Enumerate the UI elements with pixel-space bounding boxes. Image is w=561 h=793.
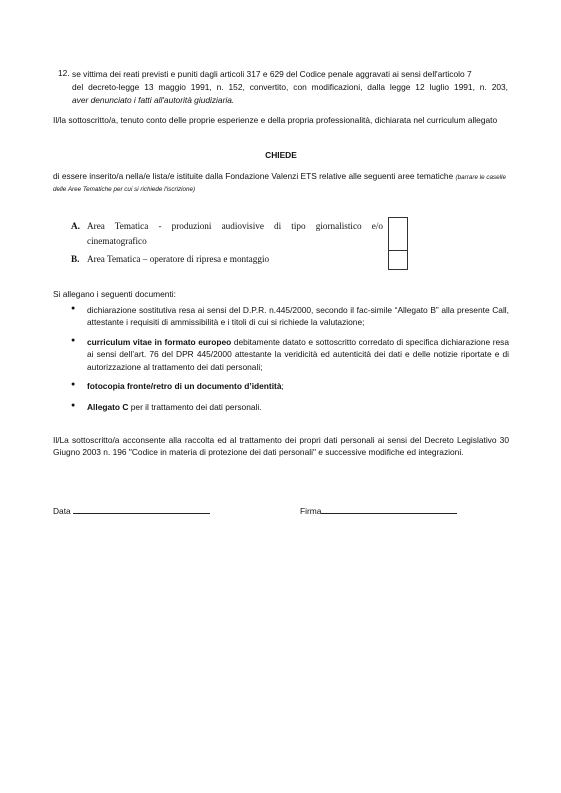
- attachment-3-bold: fotocopia fronte/retro di un documento d’identità: [87, 381, 282, 391]
- attachment-item-1: [87, 304, 509, 329]
- item-12-line-2: del decreto-legge 13 maggio 1991, n. 152, convertito, con modificazioni, dalla legge 12 luglio 1991, n. 203,: [72, 82, 508, 92]
- area-b-letter: B.: [71, 254, 80, 264]
- request-note: (barrare le caselle delle Aree Tematiche per cui si richiede l'iscrizione): [53, 174, 506, 193]
- area-a-checkbox[interactable]: [388, 217, 408, 252]
- date-label: Data: [53, 506, 71, 516]
- area-b-line-1: Area Tematica – operatore di ripresa e montaggio: [87, 254, 270, 264]
- item-number: 12.: [58, 68, 70, 78]
- chiede-heading: CHIEDE: [265, 150, 297, 160]
- bullet-icon: ●: [71, 402, 76, 409]
- attachment-4-text: per il trattamento dei dati personali.: [128, 402, 262, 412]
- area-b-checkbox[interactable]: [388, 250, 408, 270]
- attachment-item-2: [87, 336, 509, 373]
- area-a-line-1: Area Tematica - produzioni audiovisive di tipo giornalistico e/o: [87, 221, 383, 231]
- attachment-2-text: debitamente datato e sottoscritto corredato di specifica dichiarazione resa ai sensi dell’art. 76 del DPR 445/2000 attestante la veridicità ed autenticità dei dati e delle notizie riportate e di autorizzazione al trattamento dei dati personali;: [87, 337, 509, 372]
- attachment-item-4: [87, 401, 509, 413]
- bullet-icon: ●: [71, 337, 76, 344]
- request-text: di essere inserito/a nella/e lista/e istituite dalla Fondazione Valenzi ETS relative alle seguenti aree tematiche: [53, 171, 454, 181]
- attachment-1-text: dichiarazione sostitutiva resa ai sensi del D.P.R. n.445/2000, secondo il fac-simile “Allegato B” alla presente Call, attestante i requisiti di ammissibilità e i titoli di cui si richiede la valutazione;: [87, 305, 509, 328]
- date-field: [53, 504, 233, 517]
- attachment-4-bold: Allegato C: [87, 402, 129, 412]
- item-12-line-3: aver denunciato i fatti all'autorità giudiziaria.: [72, 95, 235, 105]
- attachment-item-3: [87, 380, 509, 392]
- bullet-icon: ●: [71, 305, 76, 312]
- signature-field: [300, 504, 480, 517]
- area-a-line-2: cinematografico: [87, 236, 147, 246]
- request-paragraph: [53, 171, 513, 195]
- signature-line[interactable]: [321, 504, 457, 514]
- item-12-line-1: se vittima dei reati previsti e puniti dagli articoli 317 e 629 del Codice penale aggravati ai sensi dell'articolo 7: [72, 69, 472, 79]
- declaration-text: Il/la sottoscritto/a, tenuto conto delle proprie esperienze e della propria professionalità, dichiarata nel curriculum allegato: [53, 115, 498, 125]
- attachment-3-text: ;: [281, 381, 284, 391]
- area-a-letter: A.: [71, 221, 80, 231]
- bullet-icon: ●: [71, 381, 76, 388]
- consent-text: Il/La sottoscritto/a acconsente alla raccolta ed al trattamento dei propri dati personali ai sensi del Decreto Legislativo 30 Giugno 2003 n. 196 "Codice in materia di protezione dei dati personali" e successive modifiche ed integrazioni.: [53, 435, 509, 458]
- attachments-intro: Si allegano i seguenti documenti:: [53, 289, 176, 299]
- date-line[interactable]: [73, 504, 210, 514]
- signature-label: Firma: [300, 506, 322, 516]
- attachment-2-bold: curriculum vitae in formato europeo: [87, 337, 232, 347]
